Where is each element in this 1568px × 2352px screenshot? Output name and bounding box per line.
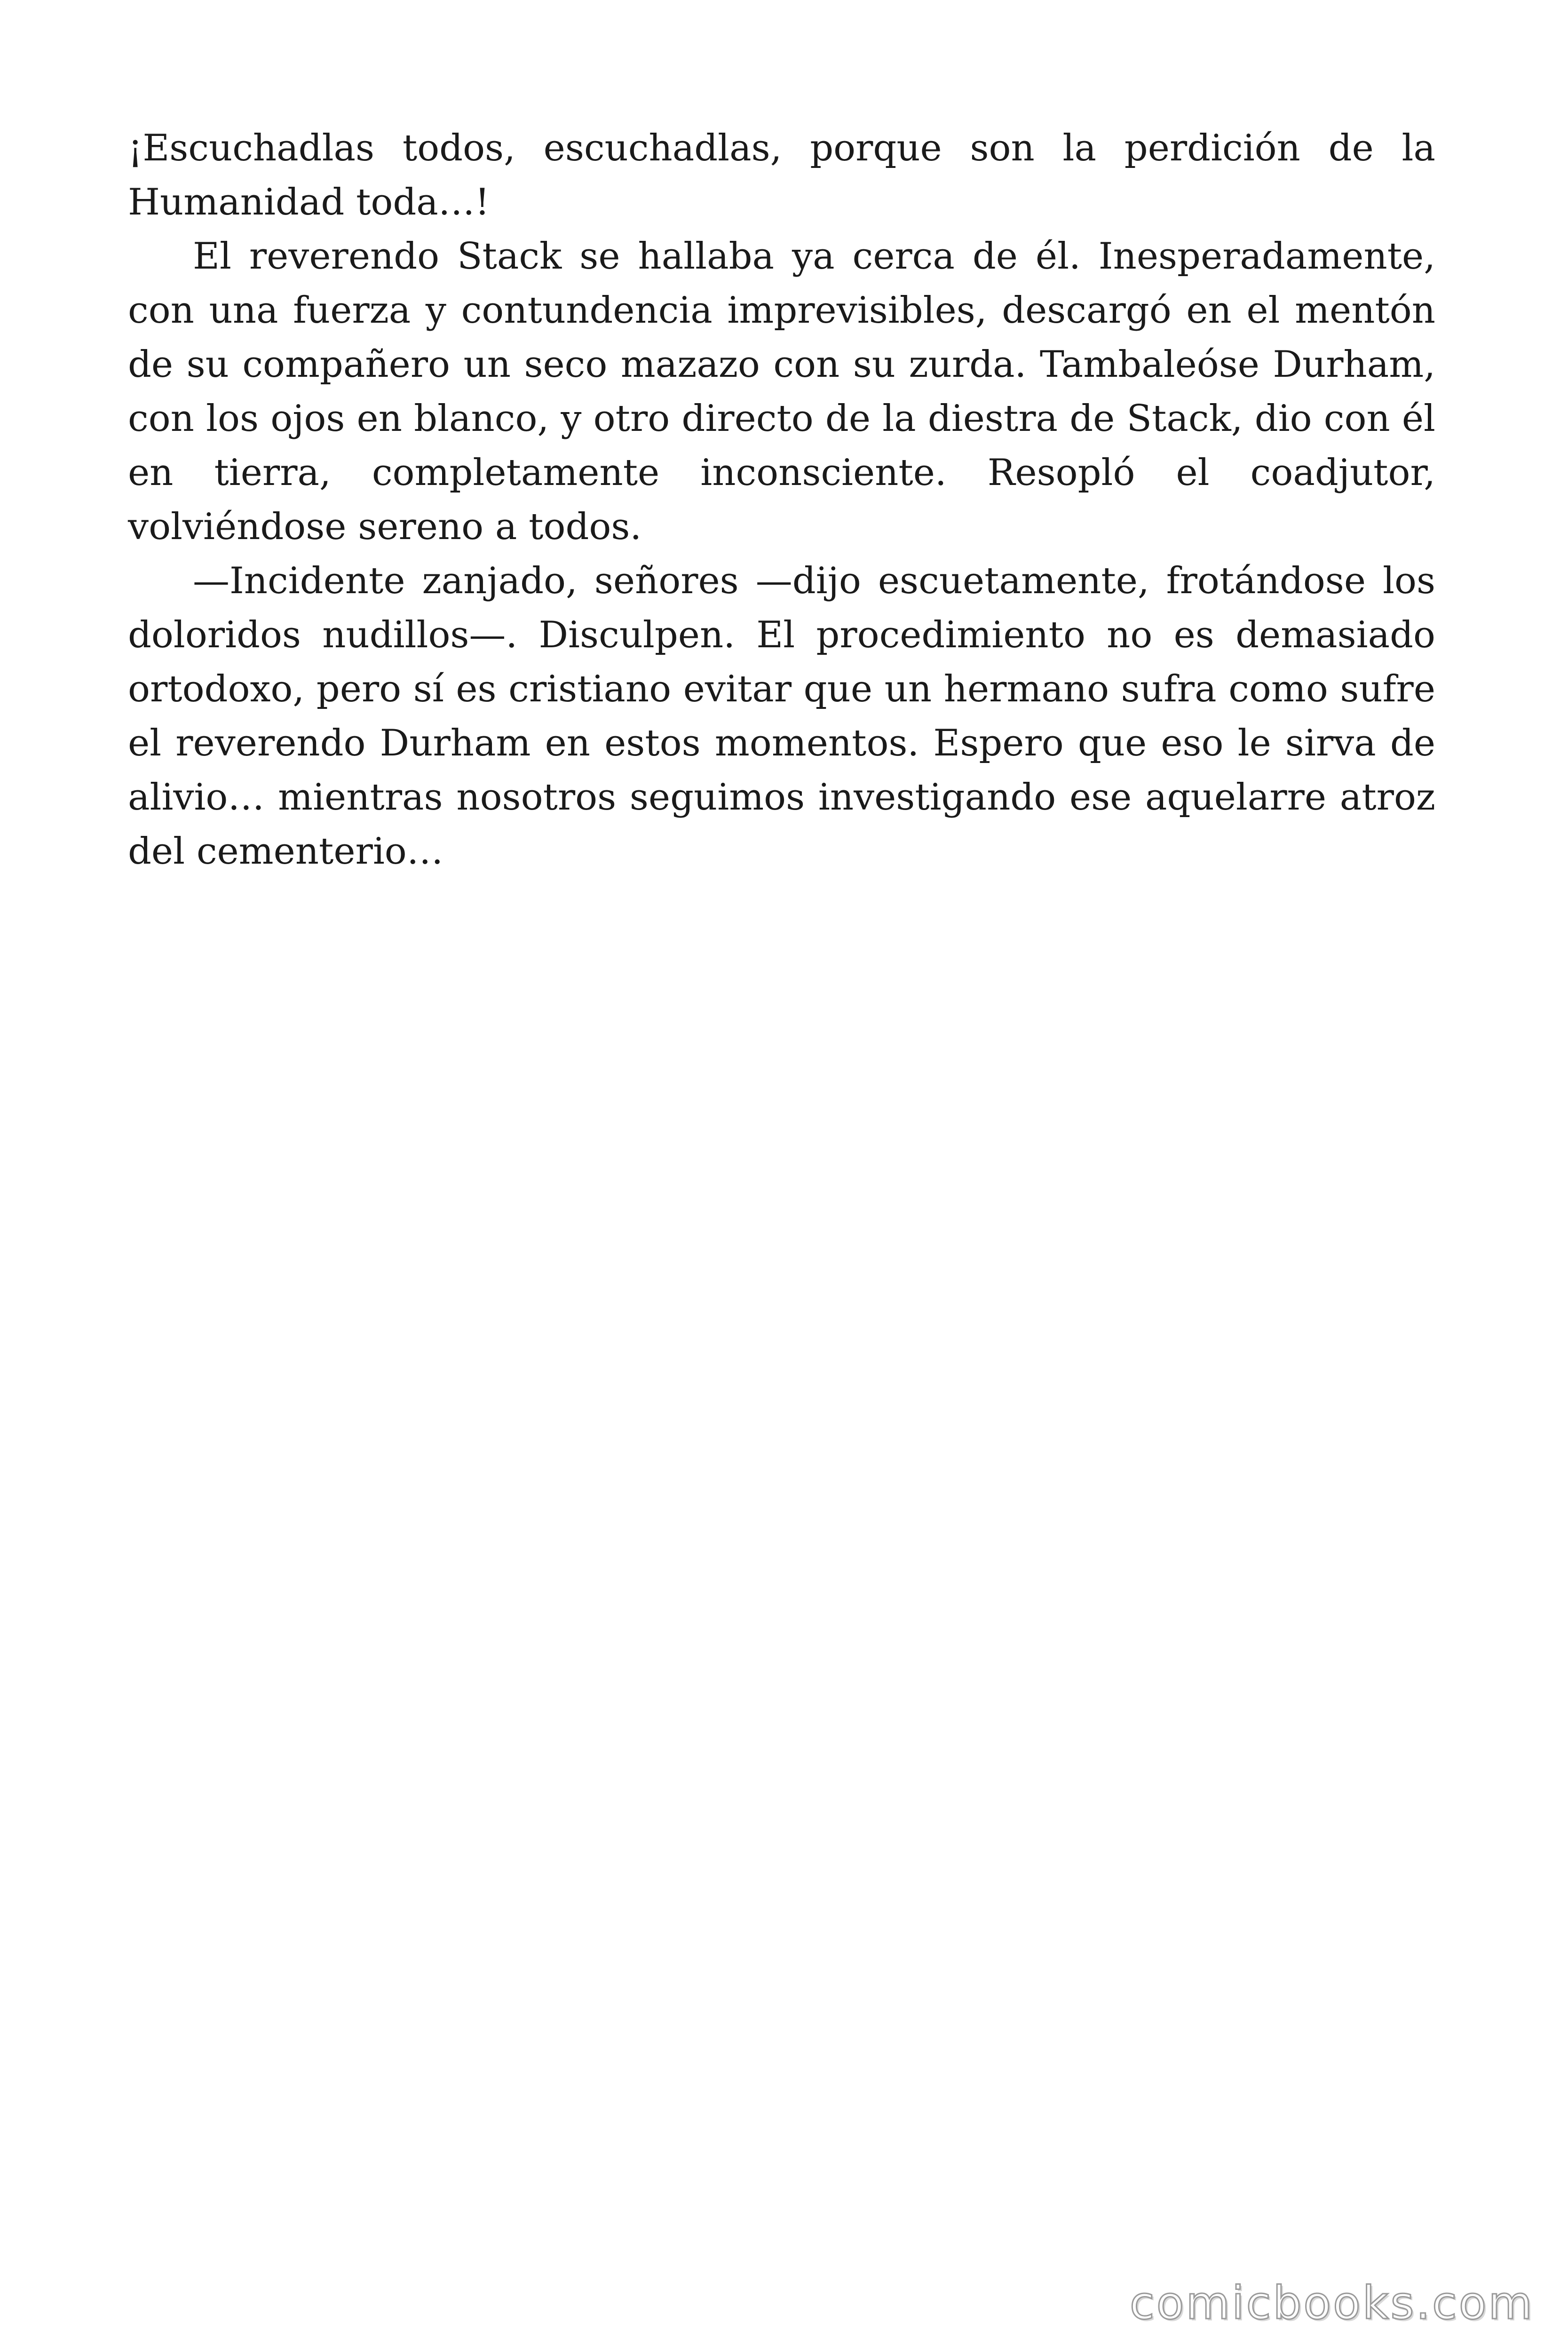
paragraph-1: ¡Escuchadlas todos, escuchadlas, porque son la perdición de la Humanidad toda…! — [128, 127, 1435, 223]
page-body — [128, 121, 1435, 879]
paragraph-2: El reverendo Stack se hallaba ya cerca de él. Inesperadamente, con una fuerza y contundencia imprevisibles, descargó en el mentón de su compañero un seco mazazo con su zurda. Tambaleóse Durham, con los ojos en blanco, y otro directo de la diestra de Stack, dio con él en tierra, completamente inconsciente. Resopló el coadjutor, volviéndose sereno a todos. — [128, 235, 1435, 548]
paragraph-3: —Incidente zanjado, señores —dijo escuetamente, frotándose los doloridos nudillos—. Disculpen. El procedimiento no es demasiado ortodoxo, pero sí es cristiano evitar que un hermano sufra como sufre el reverendo Durham en estos momentos. Espero que eso le sirva de alivio… mientras nosotros seguimos investigando ese aquelarre atroz del cementerio… — [128, 560, 1435, 873]
site-watermark: comicbooks.com — [1129, 2277, 1534, 2329]
